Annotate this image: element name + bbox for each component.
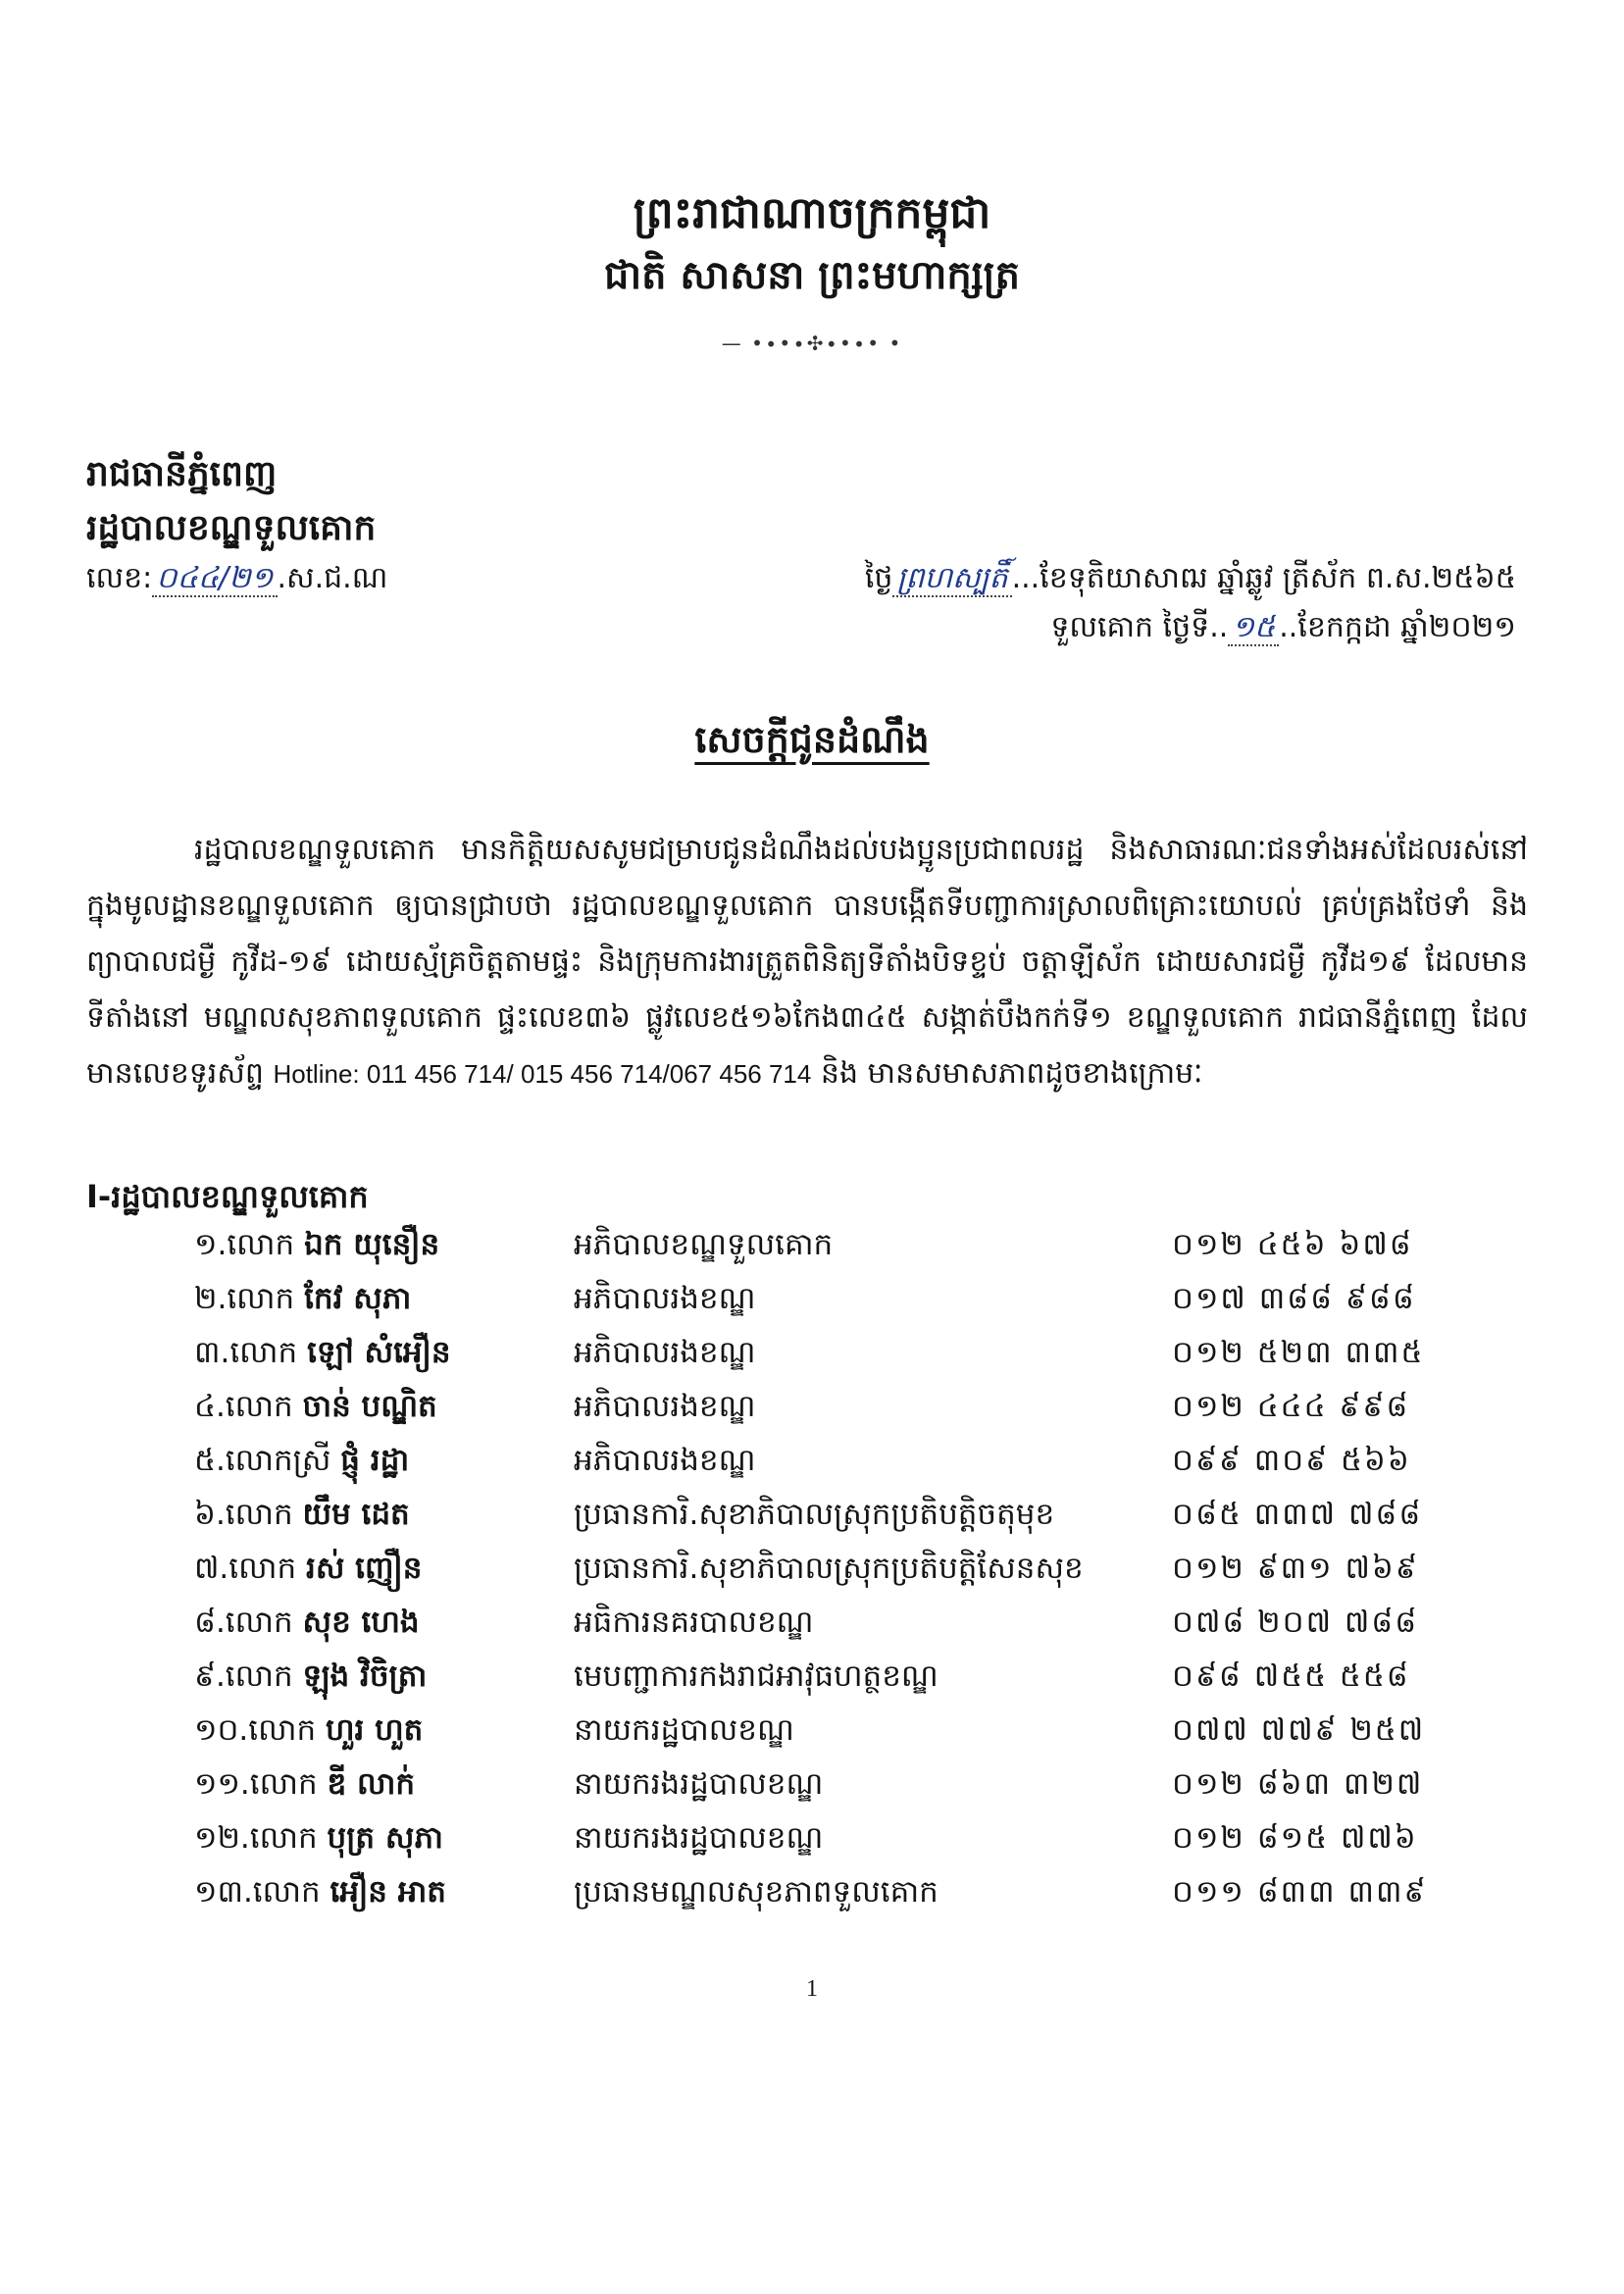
ref-prefix: លេខ: (86, 561, 153, 595)
list-item (0, 1280, 1624, 1334)
ref-suffix: .ស.ជ.ណ (277, 561, 388, 595)
member-role: មេបញ្ជាការកងរាជអាវុធហត្ថខណ្ឌ (574, 1658, 939, 1694)
member-phone: ០៧៨ ២០៧ ៧៨៨ (1172, 1605, 1419, 1640)
member-phone: ០៩៨ ៧៥៥ ៥៥៨ (1172, 1658, 1410, 1694)
member-title: ១១.លោក (194, 1766, 318, 1802)
solar-date (1050, 608, 1516, 651)
member-phone: ០១២ ៨៦៣ ៣២៧ (1172, 1766, 1424, 1802)
member-name-cell (194, 1550, 422, 1594)
lunar-handwritten-day: ព្រហស្បតិ៍ (892, 561, 1011, 597)
member-role: អភិបាលរងខណ្ឌ (574, 1443, 756, 1478)
member-name-cell (194, 1657, 427, 1702)
document-title: សេចក្តីជូនដំណឹង (694, 718, 930, 761)
member-name: ឯក យុនឿន (304, 1227, 440, 1262)
member-phone: ០១១ ៨៣៣ ៣៣៩ (1172, 1874, 1428, 1910)
member-title: ៧.លោក (194, 1551, 297, 1586)
member-title: ៨.លោក (194, 1605, 293, 1640)
list-item (0, 1334, 1624, 1388)
member-phone: ០១២ ៤៥៦ ៦៧៨ (1172, 1227, 1413, 1262)
member-title: ១.លោក (194, 1227, 295, 1262)
member-name-cell (194, 1442, 409, 1486)
member-name: រស់ ញឿន (306, 1551, 423, 1586)
member-title: ៤.លោក (194, 1389, 293, 1424)
reference-number (86, 559, 387, 602)
national-motto: ជាតិ សាសនា ព្រះមហាក្សត្រ (604, 253, 1020, 298)
member-role: ប្រធានការិ.សុខាភិបាលស្រុកប្រតិបត្តិសែនសុខ (574, 1551, 1084, 1586)
capital-name: រាជធានីភ្នំពេញ (86, 454, 278, 494)
administration-name: រដ្ឋបាលខណ្ឌទួលគោក (86, 508, 377, 548)
solar-date-prefix: ទួលគោក ថ្ងៃទី.. (1050, 610, 1229, 644)
member-name-cell (194, 1280, 411, 1324)
notice-paragraph (86, 822, 1528, 1102)
member-role: នាយករដ្ឋបាលខណ្ឌ (574, 1712, 794, 1748)
member-title: ៦.លោក (194, 1497, 293, 1532)
member-phone: ០៩៩ ៣០៩ ៥៦៦ (1172, 1443, 1411, 1478)
member-name-cell (194, 1334, 451, 1378)
list-item (0, 1550, 1624, 1604)
lunar-date (865, 559, 1516, 602)
member-role: ប្រធានមណ្ឌលសុខភាពទួលគោក (574, 1874, 939, 1910)
list-item (0, 1711, 1624, 1765)
member-name: ឌី លាក់ (327, 1766, 416, 1802)
lunar-date-rest: ...ខែទុតិយាសាឍ ឆ្នាំឆ្លូវ ត្រីស័ក ព.ស.២៥៦៥ (1011, 561, 1516, 595)
member-role: នាយករងរដ្ឋបាលខណ្ឌ (574, 1766, 824, 1802)
member-title: ៣.លោក (194, 1335, 298, 1370)
list-item (0, 1442, 1624, 1496)
member-list (0, 1226, 1624, 1927)
list-item (0, 1657, 1624, 1711)
lunar-date-prefix: ថ្ងៃ (864, 561, 893, 595)
member-name-cell (194, 1873, 446, 1917)
list-item (0, 1765, 1624, 1819)
list-item (0, 1819, 1624, 1873)
member-title: ២.លោក (194, 1281, 295, 1316)
list-item (0, 1873, 1624, 1927)
member-name-cell (194, 1604, 420, 1648)
member-role: អភិបាលរងខណ្ឌ (574, 1335, 756, 1370)
member-name: យឹម ដេត (302, 1497, 410, 1532)
member-title: ៩.លោក (194, 1658, 293, 1694)
section-heading: I-រដ្ឋបាលខណ្ឌទួលគោក (86, 1178, 369, 1215)
solar-date-rest: ..ខែកក្កដា ឆ្នាំ២០២១ (1279, 610, 1516, 644)
member-title: ១០.លោក (194, 1712, 317, 1748)
member-name: ឡៅ សំអឿន (307, 1335, 451, 1370)
list-item (0, 1604, 1624, 1657)
notice-closing: និង មានសមាសភាពដូចខាងក្រោមៈ (820, 1056, 1203, 1091)
member-name-cell (194, 1496, 410, 1540)
member-title: ១២.លោក (194, 1820, 318, 1856)
list-item (0, 1388, 1624, 1442)
member-phone: ០១៧ ៣៨៨ ៩៨៨ (1172, 1281, 1416, 1316)
list-item (0, 1226, 1624, 1280)
member-name-cell (194, 1765, 415, 1810)
member-name: កែវ សុភា (304, 1281, 412, 1316)
kingdom-heading: ព្រះរាជាណាចក្រកម្ពុជា (633, 188, 991, 238)
member-name: បុត្រ សុភា (327, 1820, 443, 1856)
member-name-cell (194, 1711, 423, 1756)
member-phone: ០១២ ៨១៥ ៧៧៦ (1172, 1820, 1418, 1856)
member-phone: ០១២ ៤៤៤ ៩៩៨ (1172, 1389, 1410, 1424)
list-item (0, 1496, 1624, 1550)
member-title: ១៣.លោក (194, 1874, 321, 1910)
member-name: ឡុង វិចិត្រា (302, 1658, 428, 1694)
member-role: ប្រធានការិ.សុខាភិបាលស្រុកប្រតិបត្តិចតុមុខ (574, 1497, 1055, 1532)
member-name-cell (194, 1388, 437, 1432)
hotline-numbers: Hotline: 011 456 714/ 015 456 714/067 456 714 (273, 1059, 812, 1089)
solar-handwritten-day: ១៥ (1228, 610, 1279, 646)
member-role: អភិបាលរងខណ្ឌ (574, 1389, 756, 1424)
member-phone: ០១២ ៩៣១ ៧៦៩ (1172, 1551, 1419, 1586)
member-name-cell (194, 1226, 439, 1270)
member-phone: ០១២ ៥២៣ ៣៣៥ (1172, 1335, 1425, 1370)
member-role: អភិបាលខណ្ឌទួលគោក (574, 1227, 834, 1262)
member-name: ចាន់ បណ្ឌិត (302, 1389, 437, 1424)
member-role: អភិបាលរងខណ្ឌ (574, 1281, 756, 1316)
member-name: សុខ ហេង (302, 1605, 420, 1640)
notice-body: រដ្ឋបាលខណ្ឌទួលគោក មានកិត្តិយសសូមជម្រាបជូនដំណឹងដល់បងប្អូនប្រជាពលរដ្ឋ និងសាធារណៈជនទាំងអស់ដែលរស់នៅក្នុងមូលដ្ឋានខណ្ឌទួលគោក ឲ្យបានជ្រាបថា រដ្ឋបាលខណ្ឌទួលគោក បានបង្កើតទីបញ្ជាការស្រាលពិគ្រោះយោបល់ គ្រប់គ្រងថែទាំ និងព្យាបាលជម្ងឺ កូវីដ-១៩ ដោយស្ម័គ្រចិត្តតាមផ្ទះ និងក្រុមការងារត្រួតពិនិត្យទីតាំងបិទខ្ទប់ ចត្តាឡីស័ក ដោយសារជម្ងឺ កូវីដ១៩ ដែលមានទីតាំងនៅ មណ្ឌលសុខភាពទួលគោក ផ្ទះលេខ៣៦ ផ្លូវលេខ៥១៦កែង៣៤៥ សង្កាត់បឹងកក់ទី១ ខណ្ឌទួលគោក រាជធានីភ្នំពេញ ដែលមានលេខទូរស័ព្ទ (86, 833, 1528, 1091)
member-title: ៥.លោកស្រី (194, 1443, 331, 1478)
member-role: នាយករងរដ្ឋបាលខណ្ឌ (574, 1820, 824, 1856)
member-name: ផ្ញុំ រដ្ឋា (340, 1443, 410, 1478)
member-name-cell (194, 1819, 443, 1863)
member-role: អធិការនគរបាលខណ្ឌ (574, 1605, 814, 1640)
member-name: អឿន អាត (330, 1874, 446, 1910)
member-name: ហួរ ហួត (326, 1712, 424, 1748)
member-phone: ០៨៥ ៣៣៧ ៧៨៨ (1172, 1497, 1423, 1532)
ornament-divider: — •∙•∙✣∙•∙• • (721, 331, 903, 355)
ref-handwritten-number: ០៤៤/២១ (152, 561, 277, 597)
member-phone: ០៧៧ ៧៧៩ ២៥៧ (1172, 1712, 1426, 1748)
page-number: 1 (806, 1976, 818, 2002)
